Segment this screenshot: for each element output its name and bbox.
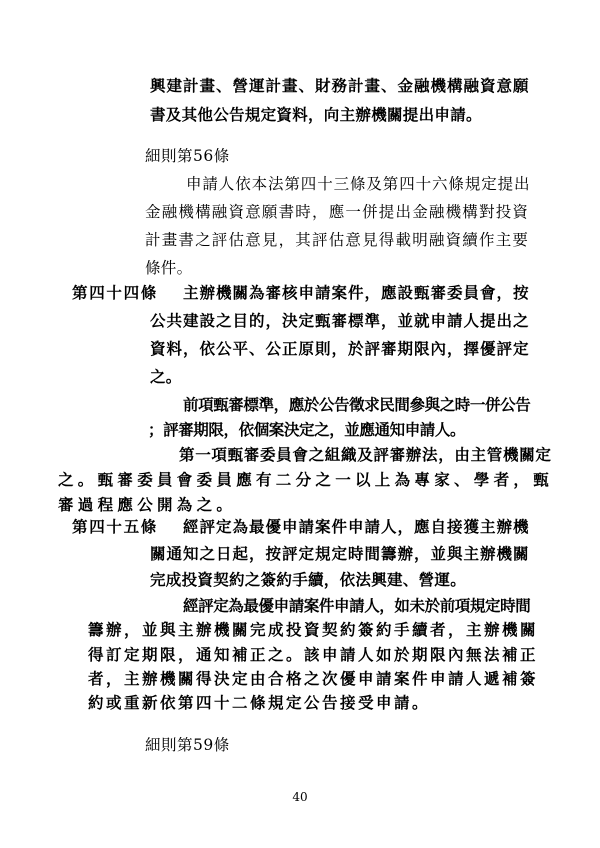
article-45-line: 關通知之日起，按評定規定時間籌辦，並與主辦機關 bbox=[150, 544, 530, 563]
article-44-line: 第一項甄審委員會之組織及評審辦法，由主管機關定 bbox=[179, 445, 552, 464]
article-44-line: 之。 bbox=[150, 367, 182, 386]
article-44-line: 審過程應公開為之。 bbox=[58, 495, 237, 514]
page-number: 40 bbox=[292, 790, 308, 804]
article-45-line: 經評定為最優申請案件申請人，應自接獲主辦機 bbox=[183, 517, 530, 536]
article-44-line: 前項甄審標準，應於公告徵求民間參與之時一併公告 bbox=[183, 395, 531, 414]
article-44-line: 公共建設之目的，決定甄審標準，並就申請人提出之 bbox=[150, 311, 530, 330]
detail-rule-56-label: 細則第56條 bbox=[145, 147, 230, 165]
article-43-continuation-line: 書及其他公告規定資料，向主辦機關提出申請。 bbox=[150, 105, 482, 124]
article-45-line: 得訂定期限，通知補正之。該申請人如於期限內無法補正 bbox=[88, 645, 539, 664]
detail-rule-59-label: 細則第59條 bbox=[145, 736, 230, 754]
article-44-line: 主辦機關為審核申請案件，應設甄審委員會，按 bbox=[183, 283, 530, 302]
article-44-label: 第四十四條 bbox=[72, 283, 159, 302]
article-45-line: 籌辦，並與主辦機關完成投資契約簽約手續者，主辦機關 bbox=[88, 620, 539, 639]
article-45-label: 第四十五條 bbox=[72, 517, 159, 536]
article-45-line: 完成投資契約之簽約手續，依法興建、營運。 bbox=[150, 570, 467, 589]
article-44-line: 資料，依公平、公正原則，於評審期限內，擇優評定 bbox=[150, 339, 530, 358]
article-45-line: 約或重新依第四十二條規定公告接受申請。 bbox=[88, 693, 431, 712]
article-45-line: 者，主辦機關得決定由合格之次優申請案件申請人遞補簽 bbox=[88, 669, 539, 688]
article-43-continuation-line: 興建計畫、營運計畫、財務計畫、金融機構融資意願 bbox=[150, 76, 530, 95]
detail-rule-56-line: 金融機構融資意願書時，應一併提出金融機構對投資 bbox=[145, 203, 530, 221]
article-44-line: ；評審期限，依個案決定之，並應通知申請人。 bbox=[148, 420, 466, 439]
detail-rule-56-line: 申請人依本法第四十三條及第四十六條規定提出 bbox=[186, 175, 531, 193]
detail-rule-56-line: 條件。 bbox=[145, 259, 193, 277]
article-45-line: 經評定為最優申請案件申請人，如未於前項規定時間 bbox=[183, 596, 531, 615]
article-44-line: 之。甄審委員會委員應有二分之一以上為專家、學者，甄 bbox=[58, 470, 554, 489]
detail-rule-56-line: 計畫書之評估意見，其評估意見得載明融資續作主要 bbox=[145, 231, 530, 249]
